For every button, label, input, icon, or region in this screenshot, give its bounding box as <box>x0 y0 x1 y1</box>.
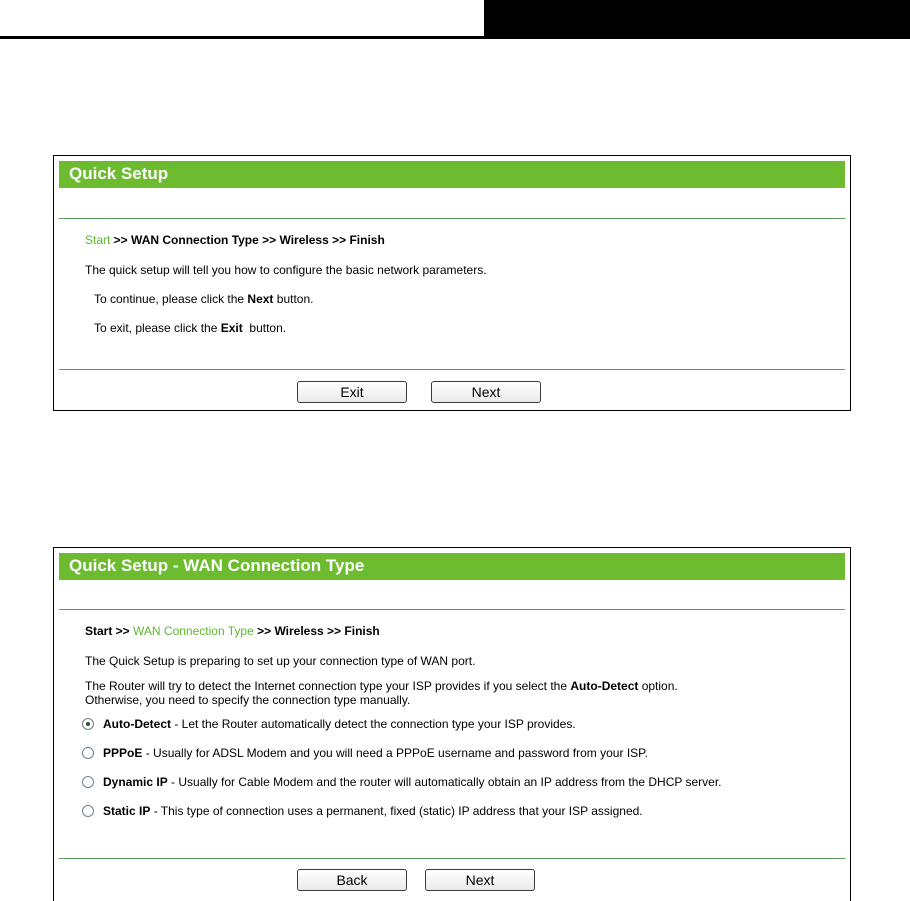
exit-text: To exit, please click the <box>94 321 221 335</box>
breadcrumb-separator: >> <box>112 624 134 638</box>
next-button[interactable]: Next <box>425 869 535 891</box>
breadcrumb-wan: WAN Connection Type <box>131 233 259 247</box>
breadcrumb-separator: >> <box>253 624 275 638</box>
breadcrumb-separator: >> <box>323 624 345 638</box>
panel-title: Quick Setup <box>59 161 845 188</box>
option-description: - This type of connection uses a permanent, fixed (static) IP address that your ISP assigned. <box>150 804 643 818</box>
exit-text-end: button. <box>242 321 287 335</box>
breadcrumb <box>85 624 380 638</box>
back-button[interactable]: Back <box>297 869 407 891</box>
divider <box>59 218 845 219</box>
page-header-bar <box>484 0 910 36</box>
radio-auto-detect[interactable] <box>82 718 94 730</box>
exit-keyword: Exit <box>220 321 243 335</box>
divider <box>59 609 845 610</box>
breadcrumb-separator: >> <box>110 233 132 247</box>
detect-keyword: Auto-Detect <box>570 679 639 693</box>
option-name: Auto-Detect <box>103 717 171 731</box>
breadcrumb <box>85 233 385 247</box>
breadcrumb-start: Start <box>85 624 113 638</box>
breadcrumb-separator: >> <box>258 233 280 247</box>
continue-text-end: button. <box>273 292 314 306</box>
detect-text-start: The Router will try to detect the Internet connection type your ISP provides if you select the <box>85 679 571 693</box>
radio-dynamic-ip[interactable] <box>82 776 94 788</box>
breadcrumb-finish: Finish <box>344 624 380 638</box>
panel-title: Quick Setup - WAN Connection Type <box>59 553 845 580</box>
option-description: - Usually for ADSL Modem and you will need a PPPoE username and password from your ISP. <box>142 746 648 760</box>
breadcrumb-separator: >> <box>328 233 350 247</box>
detect-text <box>85 679 678 693</box>
continue-keyword: Next <box>247 292 274 306</box>
divider <box>59 369 845 370</box>
divider <box>59 858 845 859</box>
manual-text: Otherwise, you need to specify the connection type manually. <box>85 693 411 707</box>
detect-text-end: option. <box>638 679 678 693</box>
continue-instruction <box>94 292 313 306</box>
option-name: Dynamic IP <box>103 775 168 789</box>
breadcrumb-start: Start <box>85 233 111 247</box>
breadcrumb-wireless: Wireless <box>279 233 329 247</box>
option-description: - Usually for Cable Modem and the router will automatically obtain an IP address from the DHCP server. <box>167 775 722 789</box>
breadcrumb-wan: WAN Connection Type <box>133 624 254 638</box>
intro-text: The Quick Setup is preparing to set up your connection type of WAN port. <box>85 654 476 668</box>
radio-pppoe[interactable] <box>82 747 94 759</box>
radio-static-ip[interactable] <box>82 805 94 817</box>
option-name: Static IP <box>103 804 151 818</box>
wan-connection-type-panel <box>53 547 851 901</box>
option-name: PPPoE <box>103 746 143 760</box>
option-description: - Let the Router automatically detect the connection type your ISP provides. <box>171 717 576 731</box>
breadcrumb-finish: Finish <box>349 233 385 247</box>
exit-button[interactable]: Exit <box>297 381 407 403</box>
breadcrumb-wireless: Wireless <box>274 624 324 638</box>
exit-instruction <box>94 321 286 335</box>
next-button[interactable]: Next <box>431 381 541 403</box>
continue-text: To continue, please click the <box>94 292 248 306</box>
quick-setup-panel <box>53 155 851 411</box>
page-header-rule <box>0 36 910 39</box>
intro-text: The quick setup will tell you how to configure the basic network parameters. <box>85 263 487 277</box>
